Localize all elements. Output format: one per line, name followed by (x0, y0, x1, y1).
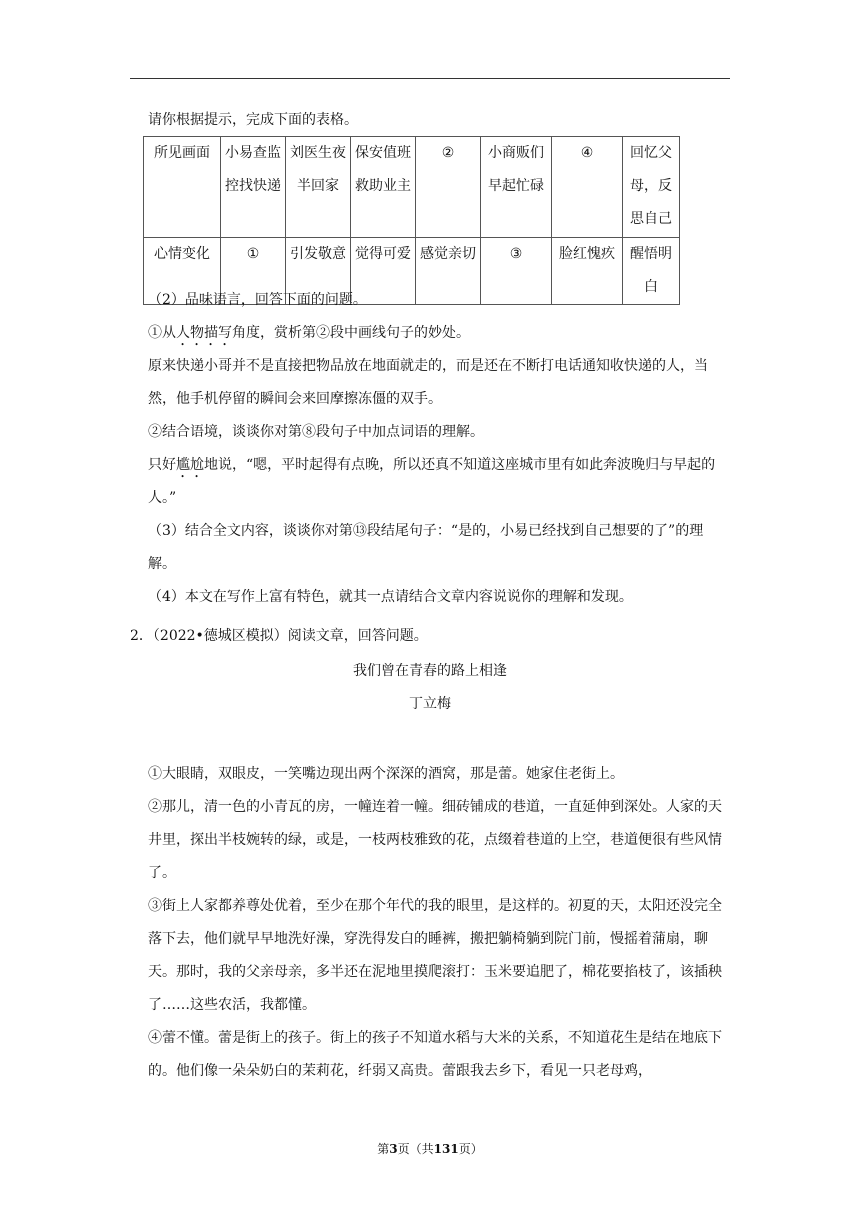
footer-pre: 第 (377, 1142, 390, 1156)
q2-1-prefix: ①从 (148, 325, 176, 341)
table-cell: 引发敬意 (286, 238, 351, 305)
paragraph: ③街上人家都养尊处优着，至少在那个年代的我的眼里，是这样的。初夏的天，太阳还没完全落下去，他们就早早地洗好澡，穿洗得发白的睡裤，搬把躺椅躺到院门前，慢摇着蒲扇，聊天。那时，我的父亲母亲，多半还在泥地里摸爬滚打：玉米要追肥了，棉花要掐枝了，该插秧了……这些农活，我都懂。 (148, 898, 722, 1013)
header-rule (130, 78, 730, 79)
answer-table (143, 136, 680, 305)
q2-title: （2）品味语言，回答下面的问题。 (148, 292, 367, 308)
question-2-heading: 2．（2022•德城区模拟）阅读文章，回答问题。 (130, 628, 428, 644)
table-cell: ① (221, 238, 286, 305)
q3: （3）结合全文内容，谈谈你对第⑬段结尾句子：“是的，小易已经找到自己想要的了”的理解。 (148, 523, 704, 572)
intro-text: 请你根据提示，完成下面的表格。 (148, 112, 358, 128)
table-cell: ④ (552, 137, 623, 238)
table-cell: ② (416, 137, 481, 238)
article-title: 我们曾在青春的路上相逢 (353, 663, 507, 679)
q2-2-suffix: 地说，“嗯，平时起得有点晚，所以还真不知道这座城市里有如此奔波晚归与早起的人。” (148, 457, 716, 506)
question-2-section (148, 284, 730, 614)
page-number: 3 (389, 1142, 398, 1156)
paragraph: ①大眼睛，双眼皮，一笑嘴边现出两个深深的酒窝，那是蕾。她家住老街上。 (148, 766, 624, 782)
page-footer (0, 1140, 860, 1157)
table-cell: 保安值班救助业主 (351, 137, 416, 238)
table-cell: 觉得可爱 (351, 238, 416, 305)
table-cell: 小商贩们早起忙碌 (481, 137, 552, 238)
table-cell: 醒悟明白 (623, 238, 680, 305)
paragraph: ④蕾不懂。蕾是街上的孩子。街上的孩子不知道水稻与大米的关系，不知道花生是结在地底下的。他们像一朵朵奶白的茉莉花，纤弱又高贵。蕾跟我去乡下，看见一只老母鸡， (148, 1030, 722, 1079)
q4: （4）本文在写作上富有特色，就其一点请结合文章内容说说你的理解和发现。 (148, 589, 633, 605)
table-cell: 心情变化 (144, 238, 221, 305)
table-cell: 感觉亲切 (416, 238, 481, 305)
table-cell: 刘医生夜半回家 (286, 137, 351, 238)
footer-post: 页） (458, 1142, 483, 1156)
q2-2: ②结合语境，谈谈你对第⑧段句子中加点词语的理解。 (148, 424, 484, 440)
table-row (144, 137, 680, 238)
article-author: 丁立梅 (409, 696, 451, 712)
total-pages: 131 (433, 1142, 459, 1156)
paragraph: ②那儿，清一色的小青瓦的房，一幢连着一幢。细砖铺成的巷道，一直延伸到深处。人家的天井里，探出半枝婉转的绿，或是，一枝两枝雅致的花，点缀着巷道的上空，巷道便很有些风情了。 (148, 799, 722, 881)
table-cell: 所见画面 (144, 137, 221, 238)
table-cell: 小易查监控找快递 (221, 137, 286, 238)
table-cell: 脸红愧疚 (552, 238, 623, 305)
q2-1-quote: 原来快递小哥并不是直接把物品放在地面就走的，而是还在不断打电话通知收快递的人，当然，他手机停留的瞬间会来回摩擦冻僵的双手。 (148, 358, 708, 407)
q2-1-suffix: 角度，赏析第②段中画线句子的妙处。 (232, 325, 470, 341)
table-cell: ③ (481, 238, 552, 305)
table-cell: 回忆父母，反思自己 (623, 137, 680, 238)
q2-2-emphasis: 尴尬 (176, 457, 204, 473)
article-body (148, 758, 730, 1088)
q2-1 (148, 317, 730, 350)
q2-2-quote (148, 449, 730, 515)
q2-1-emphasis: 人物描写 (176, 325, 232, 341)
q2-2-prefix: 只好 (148, 457, 176, 473)
footer-mid: 页（共 (397, 1142, 434, 1156)
